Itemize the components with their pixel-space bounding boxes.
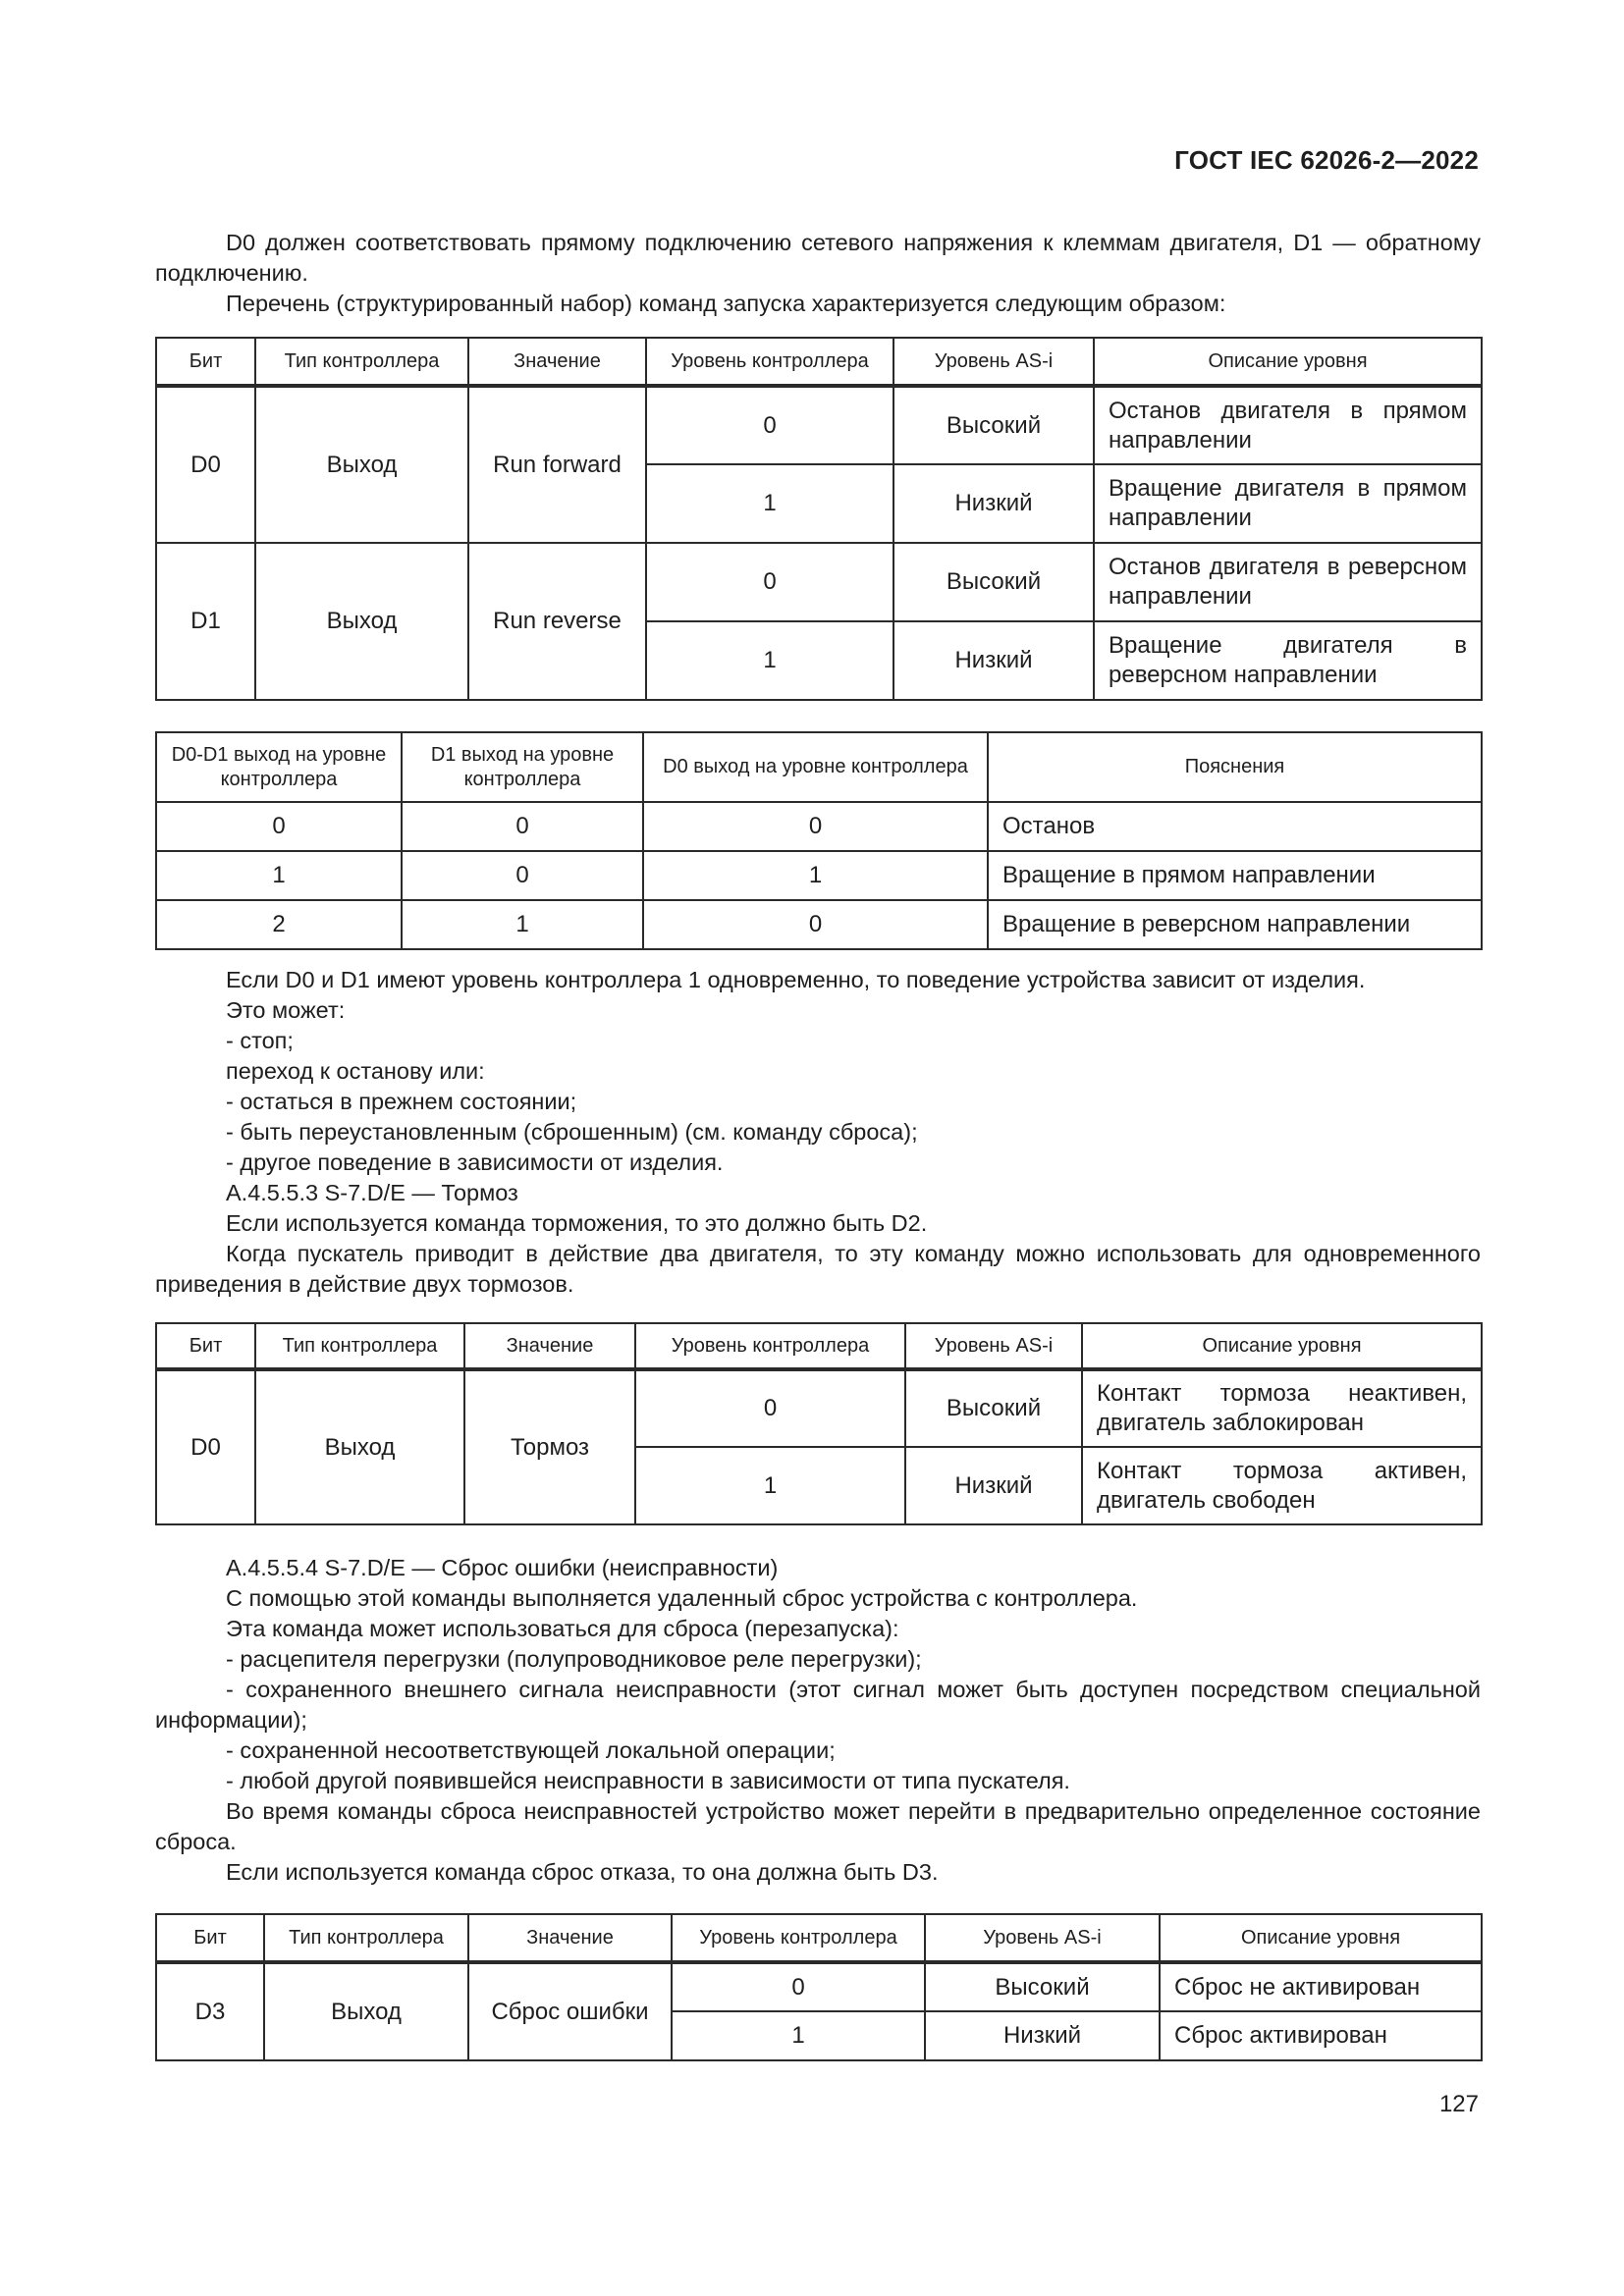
paragraph: D0 должен соответствовать прямому подключению сетевого напряжения к клеммам двигателя, D1 — обратному подключению. (155, 230, 1481, 286)
table-start-commands (155, 337, 1483, 701)
cell-ctrl-level: 1 (672, 2011, 925, 2060)
col-header-asi-level: Уровень AS-i (905, 1323, 1082, 1369)
col-header-bit: Бит (156, 338, 255, 386)
cell-notes: Останов (988, 802, 1482, 851)
cell-ctrl-level: 0 (646, 386, 893, 464)
page-number: 127 (1438, 2091, 1479, 2117)
paragraph: - другое поведение в зависимости от изделия. (226, 1149, 724, 1175)
paragraph: Если D0 и D1 имеют уровень контроллера 1 одновременно, то поведение устройства зависит от изделия. (226, 967, 1366, 992)
cell-notes: Вращение в прямом направлении (988, 851, 1482, 900)
cell-d0d1: 1 (156, 851, 402, 900)
cell-value: Run reverse (468, 543, 646, 700)
cell-desc: Вращение двигателя в прямом направлении (1094, 464, 1482, 543)
cell-desc: Останов двигателя в реверсном направлении (1094, 543, 1482, 621)
col-header-d0: D0 выход на уровне контроллера (643, 732, 988, 802)
paragraph: Перечень (структурированный набор) команд запуска характеризуется следующим образом: (226, 291, 1226, 316)
paragraph: - стоп; (226, 1028, 294, 1053)
cell-bit: D0 (156, 386, 255, 543)
paragraph: - любой другой появившейся неисправности в зависимости от типа пускателя. (226, 1768, 1070, 1793)
paragraph: - быть переустановленным (сброшенным) (см. команду сброса); (226, 1119, 918, 1145)
col-header-bit: Бит (156, 1914, 264, 1962)
col-header-bit: Бит (156, 1323, 255, 1369)
paragraph: - расцепителя перегрузки (полупроводниковое реле перегрузки); (226, 1646, 922, 1672)
cell-d1: 1 (402, 900, 643, 949)
table-row (156, 1369, 1482, 1447)
col-header-level-desc: Описание уровня (1082, 1323, 1482, 1369)
cell-type: Выход (264, 1962, 468, 2060)
document-header: ГОСТ IEC 62026-2—2022 (1174, 145, 1479, 175)
cell-desc: Останов двигателя в прямом направлении (1094, 386, 1482, 464)
cell-type: Выход (255, 1369, 464, 1524)
cell-asi-level: Низкий (893, 621, 1094, 700)
table-row (156, 900, 1482, 949)
paragraph: - остаться в прежнем состоянии; (226, 1089, 577, 1114)
cell-desc: Контакт тормоза неактивен, двигатель заблокирован (1082, 1369, 1482, 1447)
col-header-asi-level: Уровень AS-i (893, 338, 1094, 386)
cell-asi-level: Высокий (925, 1962, 1160, 2011)
cell-d1: 0 (402, 851, 643, 900)
col-header-value: Значение (468, 1914, 672, 1962)
cell-value: Тормоз (464, 1369, 635, 1524)
cell-bit: D0 (156, 1369, 255, 1524)
cell-d0: 0 (643, 900, 988, 949)
cell-value: Run forward (468, 386, 646, 543)
table-fault-reset (155, 1913, 1483, 2061)
paragraph: переход к останову или: (226, 1058, 485, 1084)
col-header-ctrl-type: Тип контроллера (264, 1914, 468, 1962)
col-header-d1: D1 выход на уровне контроллера (402, 732, 643, 802)
cell-desc: Сброс активирован (1160, 2011, 1482, 2060)
col-header-d0d1: D0-D1 выход на уровне контроллера (156, 732, 402, 802)
cell-desc: Сброс не активирован (1160, 1962, 1482, 2011)
cell-value: Сброс ошибки (468, 1962, 672, 2060)
cell-ctrl-level: 0 (646, 543, 893, 621)
paragraph: Если используется команда торможения, то это должно быть D2. (226, 1210, 928, 1236)
paragraph: С помощью этой команды выполняется удаленный сброс устройства с контроллера. (226, 1585, 1138, 1611)
table-output-combinations (155, 731, 1483, 950)
cell-d1: 0 (402, 802, 643, 851)
cell-d0: 0 (643, 802, 988, 851)
cell-desc: Контакт тормоза активен, двигатель свободен (1082, 1447, 1482, 1524)
section-heading: А.4.5.5.3 S-7.D/E — Тормоз (226, 1180, 518, 1205)
col-header-value: Значение (468, 338, 646, 386)
table-row (156, 543, 1482, 621)
table-row (156, 386, 1482, 464)
table-row (156, 802, 1482, 851)
col-header-asi-level: Уровень AS-i (925, 1914, 1160, 1962)
cell-desc: Вращение двигателя в реверсном направлении (1094, 621, 1482, 700)
table-brake (155, 1322, 1483, 1525)
cell-asi-level: Низкий (925, 2011, 1160, 2060)
cell-notes: Вращение в реверсном направлении (988, 900, 1482, 949)
col-header-ctrl-type: Тип контроллера (255, 1323, 464, 1369)
paragraph: Во время команды сброса неисправностей устройство может перейти в предварительно определенное состояние сброса. (155, 1798, 1481, 1854)
cell-asi-level: Высокий (905, 1369, 1082, 1447)
col-header-level-desc: Описание уровня (1160, 1914, 1482, 1962)
col-header-ctrl-level: Уровень контроллера (672, 1914, 925, 1962)
cell-asi-level: Низкий (893, 464, 1094, 543)
cell-type: Выход (255, 543, 468, 700)
cell-asi-level: Низкий (905, 1447, 1082, 1524)
table-row (156, 1962, 1482, 2011)
col-header-ctrl-level: Уровень контроллера (635, 1323, 905, 1369)
cell-ctrl-level: 0 (635, 1369, 905, 1447)
cell-asi-level: Высокий (893, 386, 1094, 464)
col-header-level-desc: Описание уровня (1094, 338, 1482, 386)
paragraph: Это может: (226, 997, 346, 1023)
cell-asi-level: Высокий (893, 543, 1094, 621)
section-heading: А.4.5.5.4 S-7.D/E — Сброс ошибки (неисправности) (226, 1555, 779, 1580)
col-header-value: Значение (464, 1323, 635, 1369)
col-header-ctrl-type: Тип контроллера (255, 338, 468, 386)
cell-ctrl-level: 1 (635, 1447, 905, 1524)
table-row (156, 851, 1482, 900)
cell-bit: D3 (156, 1962, 264, 2060)
cell-ctrl-level: 0 (672, 1962, 925, 2011)
col-header-notes: Пояснения (988, 732, 1482, 802)
cell-d0d1: 2 (156, 900, 402, 949)
paragraph: - сохраненной несоответствующей локальной операции; (226, 1737, 836, 1763)
cell-type: Выход (255, 386, 468, 543)
cell-d0d1: 0 (156, 802, 402, 851)
cell-ctrl-level: 1 (646, 464, 893, 543)
paragraph: Если используется команда сброс отказа, то она должна быть D3. (226, 1859, 939, 1885)
col-header-ctrl-level: Уровень контроллера (646, 338, 893, 386)
paragraph: Когда пускатель приводит в действие два двигателя, то эту команду можно использовать для одновременного приведения в действие двух тормозов. (155, 1241, 1481, 1297)
paragraph: Эта команда может использоваться для сброса (перезапуска): (226, 1616, 899, 1641)
cell-ctrl-level: 1 (646, 621, 893, 700)
paragraph: - сохраненного внешнего сигнала неисправности (этот сигнал может быть доступен посредством специальной информации); (155, 1677, 1481, 1733)
cell-d0: 1 (643, 851, 988, 900)
cell-bit: D1 (156, 543, 255, 700)
